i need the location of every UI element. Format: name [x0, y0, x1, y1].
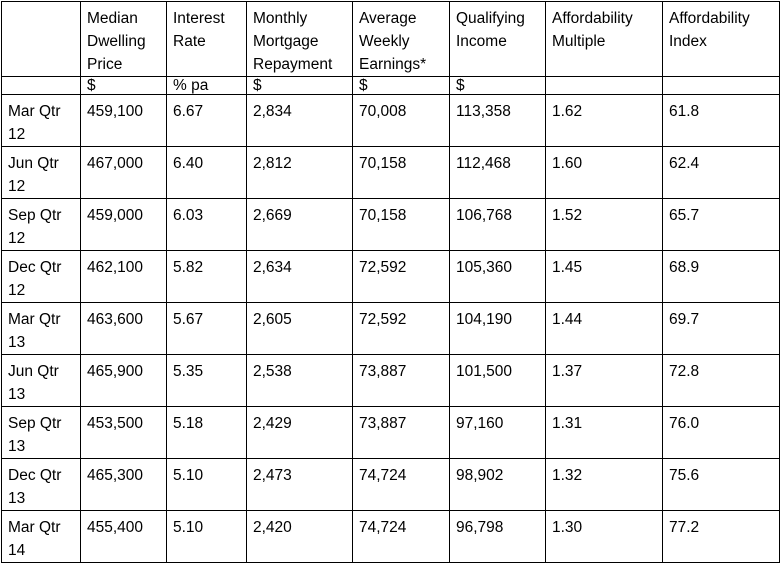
cell-monthly-mortgage-repayment: 2,605 — [247, 303, 353, 355]
cell-period: Dec Qtr 13 — [2, 459, 81, 511]
cell-affordability-multiple: 1.62 — [546, 95, 663, 147]
cell-interest-rate: 5.67 — [167, 303, 247, 355]
cell-interest-rate: 6.67 — [167, 95, 247, 147]
cell-monthly-mortgage-repayment: 2,473 — [247, 459, 353, 511]
cell-qualifying-income: 113,358 — [450, 95, 546, 147]
unit-cell: $ — [81, 77, 167, 95]
affordability-table — [1, 1, 780, 563]
cell-median-dwelling-price: 465,900 — [81, 355, 167, 407]
cell-interest-rate: 5.82 — [167, 251, 247, 303]
cell-period: Mar Qtr 12 — [2, 95, 81, 147]
cell-affordability-multiple: 1.44 — [546, 303, 663, 355]
cell-average-weekly-earnings: 70,158 — [353, 199, 450, 251]
cell-affordability-index: 62.4 — [663, 147, 780, 199]
unit-cell — [663, 77, 780, 95]
unit-cell: % pa — [167, 77, 247, 95]
cell-monthly-mortgage-repayment: 2,538 — [247, 355, 353, 407]
cell-median-dwelling-price: 459,100 — [81, 95, 167, 147]
cell-average-weekly-earnings: 70,158 — [353, 147, 450, 199]
cell-interest-rate: 6.40 — [167, 147, 247, 199]
cell-monthly-mortgage-repayment: 2,812 — [247, 147, 353, 199]
table-row — [2, 303, 780, 355]
table-row — [2, 355, 780, 407]
cell-period: Mar Qtr 14 — [2, 511, 81, 563]
cell-median-dwelling-price: 459,000 — [81, 199, 167, 251]
cell-monthly-mortgage-repayment: 2,420 — [247, 511, 353, 563]
cell-median-dwelling-price: 465,300 — [81, 459, 167, 511]
cell-affordability-index: 61.8 — [663, 95, 780, 147]
table-row — [2, 251, 780, 303]
header-affordability-index: Affordability Index — [663, 2, 780, 77]
table-row — [2, 95, 780, 147]
cell-median-dwelling-price: 462,100 — [81, 251, 167, 303]
cell-interest-rate: 5.10 — [167, 459, 247, 511]
unit-cell: $ — [247, 77, 353, 95]
cell-qualifying-income: 112,468 — [450, 147, 546, 199]
table-row — [2, 147, 780, 199]
cell-affordability-multiple: 1.45 — [546, 251, 663, 303]
units-row — [2, 77, 780, 95]
header-affordability-multiple: Affordability Multiple — [546, 2, 663, 77]
cell-affordability-index: 75.6 — [663, 459, 780, 511]
cell-period: Sep Qtr 12 — [2, 199, 81, 251]
table-row — [2, 459, 780, 511]
cell-interest-rate: 5.18 — [167, 407, 247, 459]
cell-average-weekly-earnings: 74,724 — [353, 511, 450, 563]
unit-cell: $ — [450, 77, 546, 95]
cell-period: Mar Qtr 13 — [2, 303, 81, 355]
cell-qualifying-income: 96,798 — [450, 511, 546, 563]
table-row — [2, 407, 780, 459]
cell-affordability-multiple: 1.30 — [546, 511, 663, 563]
cell-average-weekly-earnings: 72,592 — [353, 251, 450, 303]
unit-cell: $ — [353, 77, 450, 95]
header-interest-rate: Interest Rate — [167, 2, 247, 77]
cell-average-weekly-earnings: 74,724 — [353, 459, 450, 511]
cell-affordability-index: 72.8 — [663, 355, 780, 407]
cell-average-weekly-earnings: 73,887 — [353, 355, 450, 407]
cell-monthly-mortgage-repayment: 2,634 — [247, 251, 353, 303]
header-average-weekly-earnings: Average Weekly Earnings* — [353, 2, 450, 77]
cell-interest-rate: 5.35 — [167, 355, 247, 407]
cell-average-weekly-earnings: 72,592 — [353, 303, 450, 355]
unit-cell — [2, 77, 81, 95]
header-corner — [2, 2, 81, 77]
cell-monthly-mortgage-repayment: 2,834 — [247, 95, 353, 147]
table-row — [2, 511, 780, 563]
cell-period: Dec Qtr 12 — [2, 251, 81, 303]
cell-affordability-multiple: 1.37 — [546, 355, 663, 407]
cell-affordability-index: 77.2 — [663, 511, 780, 563]
cell-affordability-index: 76.0 — [663, 407, 780, 459]
cell-interest-rate: 6.03 — [167, 199, 247, 251]
cell-median-dwelling-price: 453,500 — [81, 407, 167, 459]
header-qualifying-income: Qualifying Income — [450, 2, 546, 77]
cell-affordability-index: 69.7 — [663, 303, 780, 355]
table-body — [2, 95, 780, 563]
cell-affordability-multiple: 1.31 — [546, 407, 663, 459]
cell-period: Jun Qtr 13 — [2, 355, 81, 407]
cell-affordability-index: 68.9 — [663, 251, 780, 303]
cell-qualifying-income: 106,768 — [450, 199, 546, 251]
cell-period: Sep Qtr 13 — [2, 407, 81, 459]
cell-interest-rate: 5.10 — [167, 511, 247, 563]
cell-period: Jun Qtr 12 — [2, 147, 81, 199]
header-median-dwelling-price: Median Dwelling Price — [81, 2, 167, 77]
cell-median-dwelling-price: 467,000 — [81, 147, 167, 199]
cell-affordability-multiple: 1.32 — [546, 459, 663, 511]
cell-qualifying-income: 97,160 — [450, 407, 546, 459]
unit-cell — [546, 77, 663, 95]
header-row — [2, 2, 780, 77]
cell-affordability-multiple: 1.52 — [546, 199, 663, 251]
cell-monthly-mortgage-repayment: 2,429 — [247, 407, 353, 459]
cell-average-weekly-earnings: 70,008 — [353, 95, 450, 147]
cell-qualifying-income: 104,190 — [450, 303, 546, 355]
cell-monthly-mortgage-repayment: 2,669 — [247, 199, 353, 251]
cell-affordability-multiple: 1.60 — [546, 147, 663, 199]
table-row — [2, 199, 780, 251]
cell-qualifying-income: 105,360 — [450, 251, 546, 303]
header-monthly-mortgage-repayment: Monthly Mortgage Repayment — [247, 2, 353, 77]
cell-average-weekly-earnings: 73,887 — [353, 407, 450, 459]
cell-qualifying-income: 98,902 — [450, 459, 546, 511]
cell-median-dwelling-price: 455,400 — [81, 511, 167, 563]
cell-qualifying-income: 101,500 — [450, 355, 546, 407]
cell-median-dwelling-price: 463,600 — [81, 303, 167, 355]
cell-affordability-index: 65.7 — [663, 199, 780, 251]
